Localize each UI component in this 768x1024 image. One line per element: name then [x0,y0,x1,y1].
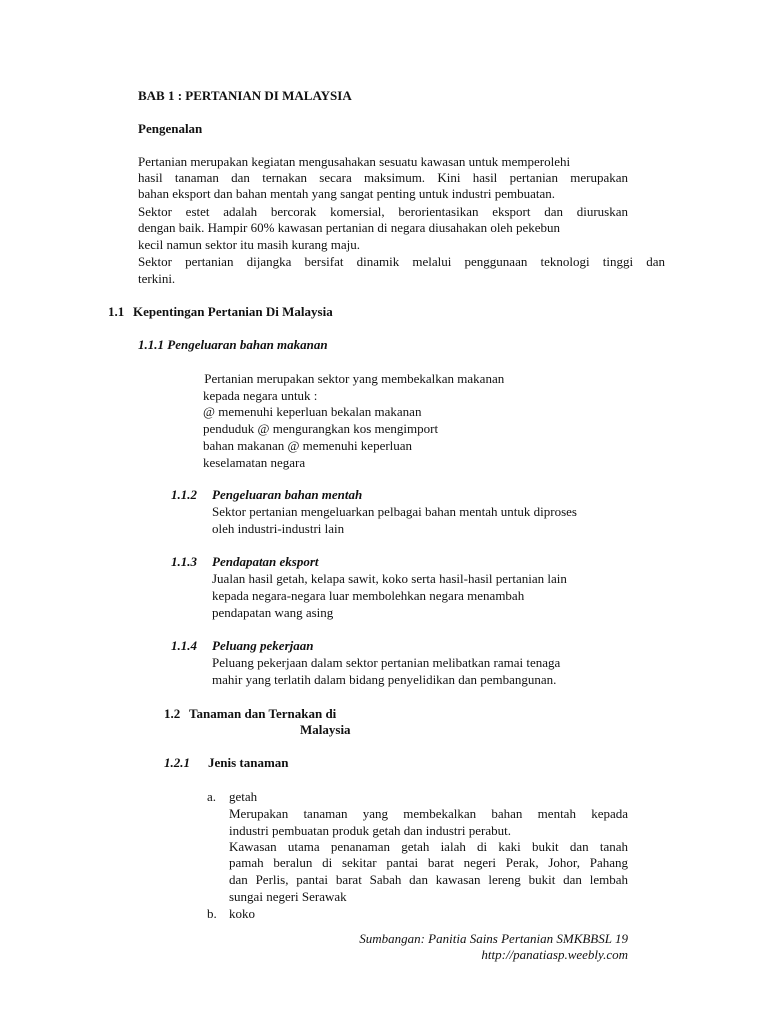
body-line: Merupakan tanaman yang membekalkan bahan mentah kepada [229,806,628,821]
subsection-1-1-3-number: 1.1.3 [171,554,197,569]
chapter-title: BAB 1 : PERTANIAN DI MALAYSIA [138,88,352,103]
subsection-1-1-4-title: Peluang pekerjaan [212,638,314,653]
intro-line: terkini. [138,271,176,286]
body-line: kepada negara-negara luar membolehkan negara menambah [212,588,525,603]
section-1-1-number: 1.1 [108,304,125,319]
subsection-1-1-3-title: Pendapatan eksport [212,554,319,569]
subsection-1-1-2-title: Pengeluaran bahan mentah [212,487,363,502]
subsection-1-1-2-number: 1.1.2 [171,487,197,502]
body-line: Pertanian merupakan sektor yang membekalkan makanan [201,371,505,386]
body-line: Sektor pertanian mengeluarkan pelbagai bahan mentah untuk diproses [212,504,577,519]
intro-heading: Pengenalan [138,121,203,136]
body-line: Kawasan utama penanaman getah ialah di kaki bukit dan tanah [229,839,628,854]
subsection-1-2-1-title: Jenis tanaman [208,755,289,770]
body-line: sungai negeri Serawak [229,889,347,904]
body-line: mahir yang terlatih dalam bidang penyelidikan dan pembangunan. [212,672,557,687]
footer-url: http://panatiasp.weebly.com [481,947,628,962]
subsection-1-1-1-heading: 1.1.1 Pengeluaran bahan makanan [138,337,328,352]
intro-line: dengan baik. Hampir 60% kawasan pertanian di negara diusahakan oleh pekebun [138,220,560,235]
intro-line: Pertanian merupakan kegiatan mengusahakan sesuatu kawasan untuk memperolehi [138,154,571,169]
body-line: dan Perlis, pantai barat Sabah dan kawasan lereng bukit dan lembah [229,872,628,887]
body-line: Peluang pekerjaan dalam sektor pertanian melibatkan ramai tenaga [212,655,561,670]
list-item-label-koko: koko [229,906,255,921]
body-line: pamah beralun di sekitar pantai barat negeri Perak, Johor, Pahang [229,855,628,870]
body-line: @ memenuhi keperluan bekalan makanan [203,404,422,419]
list-marker-a: a. [207,789,217,804]
intro-line: bahan eksport dan bahan mentah yang sangat penting untuk industri pembuatan. [138,186,555,201]
intro-line: Sektor pertanian dijangka bersifat dinamik melalui penggunaan teknologi tinggi dan [138,254,665,269]
body-line: pendapatan wang asing [212,605,334,620]
body-line: penduduk @ mengurangkan kos mengimport [203,421,439,436]
body-line: industri pembuatan produk getah dan industri perabut. [229,823,511,838]
section-1-1-title: Kepentingan Pertanian Di Malaysia [133,304,333,319]
intro-line: hasil tanaman dan ternakan secara maksimum. Kini hasil pertanian merupakan [138,170,628,185]
body-line: oleh industri-industri lain [212,521,345,536]
body-line: kepada negara untuk : [203,388,318,403]
body-line: Jualan hasil getah, kelapa sawit, koko serta hasil-hasil pertanian lain [212,571,567,586]
body-line: bahan makanan @ memenuhi keperluan [203,438,413,453]
footer-credit: Sumbangan: Panitia Sains Pertanian SMKBBSL 19 [359,931,628,946]
list-marker-b: b. [207,906,217,921]
intro-line: Sektor estet adalah bercorak komersial, berorientasikan eksport dan diuruskan [138,204,628,219]
section-1-2-title-line1: Tanaman dan Ternakan di [189,706,337,721]
body-line: keselamatan negara [203,455,306,470]
section-1-2-number: 1.2 [164,706,181,721]
subsection-1-1-4-number: 1.1.4 [171,638,197,653]
subsection-1-2-1-number: 1.2.1 [164,755,190,770]
list-item-label-getah: getah [229,789,258,804]
section-1-2-title-line2: Malaysia [300,722,351,737]
intro-line: kecil namun sektor itu masih kurang maju. [138,237,361,252]
